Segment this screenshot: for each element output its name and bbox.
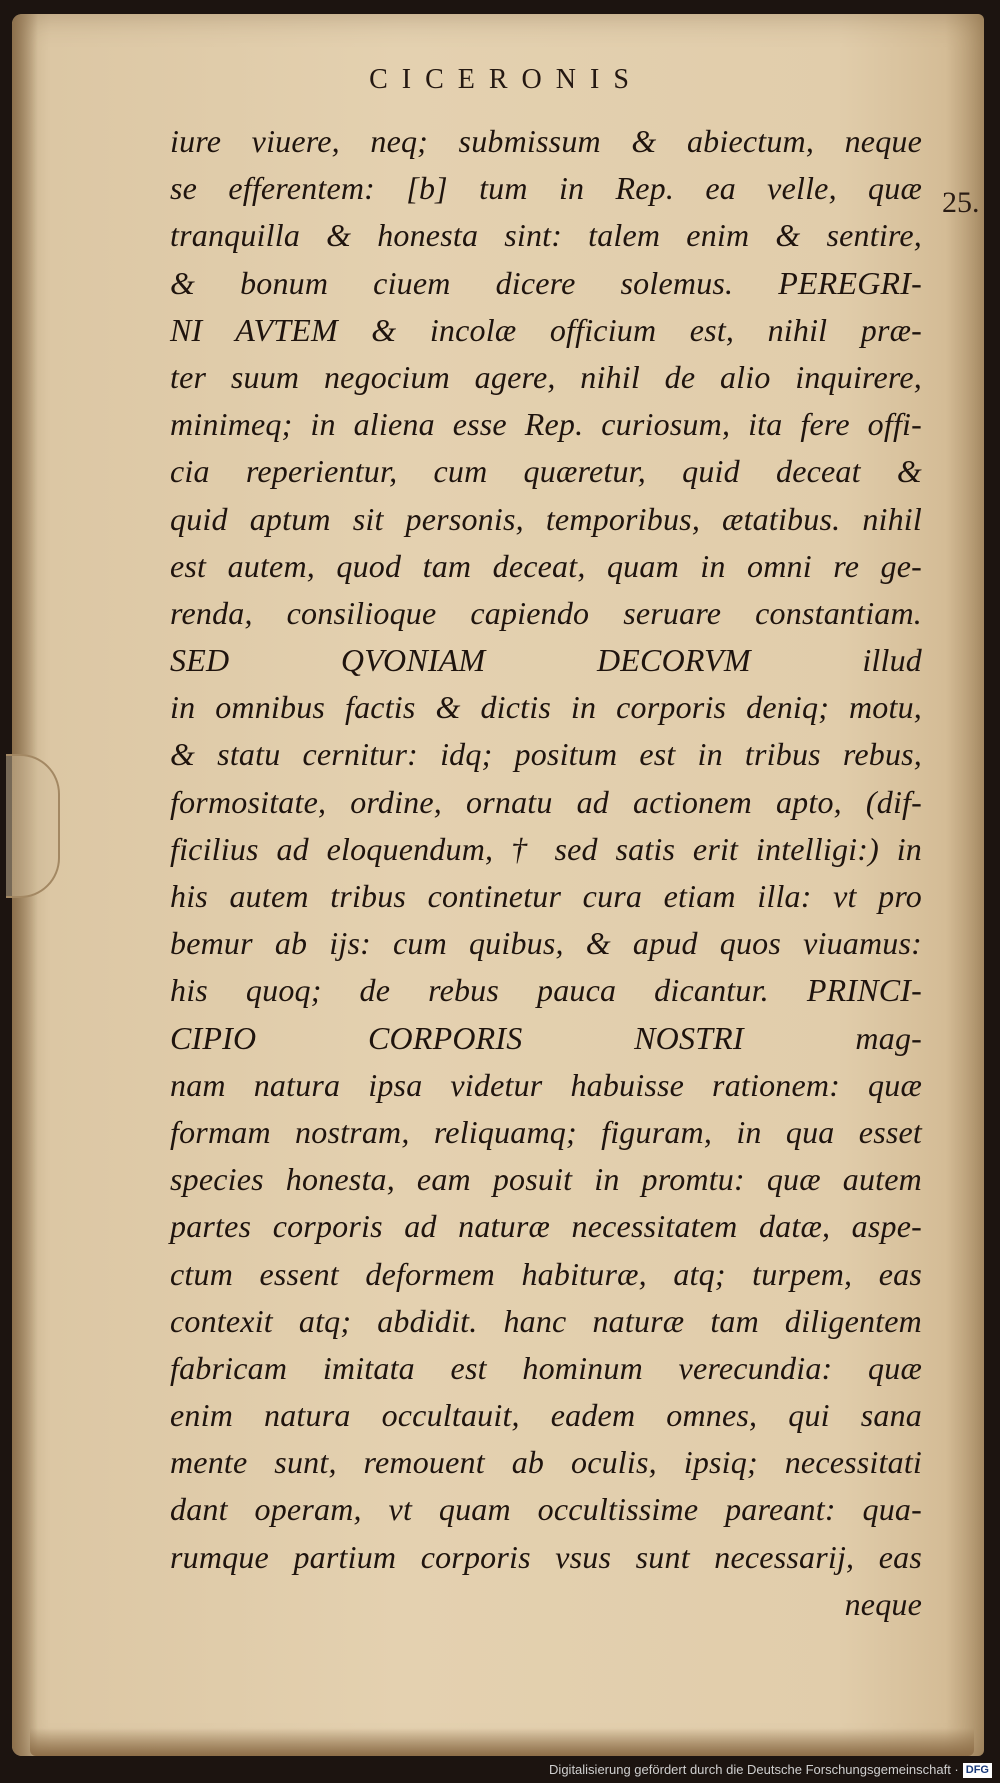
credit-text: Digitalisierung gefördert durch die Deutsche Forschungsgemeinschaft · — [549, 1762, 959, 1777]
page-bottom-edge — [30, 1728, 974, 1756]
text-line: fabricam imitata est hominum verecundia: quæ — [170, 1349, 922, 1386]
text-line: cia reperientur, cum quæretur, quid deceat & — [170, 453, 922, 490]
margin-page-number: 25. — [942, 186, 980, 219]
text-line: nam natura ipsa videtur habuisse rationem: quæ — [170, 1066, 922, 1103]
text-line: ter suum negocium agere, nihil de alio inquirere, — [170, 358, 922, 395]
dfg-logo: DFG — [963, 1763, 992, 1778]
text-line: contexit atq; abdidit. hanc naturæ tam diligentem — [170, 1302, 922, 1339]
text-line: species honesta, eam posuit in promtu: quæ autem — [170, 1161, 922, 1198]
text-line: rumque partium corporis vsus sunt necessarij, eas — [170, 1538, 922, 1575]
running-head: CICERONIS — [369, 64, 643, 95]
text-line: ctum essent deformem habituræ, atq; turpem, eas — [170, 1255, 922, 1292]
page-edge-tab — [6, 754, 60, 898]
text-line: quid aptum sit personis, temporibus, ætatibus. nihil — [170, 500, 922, 537]
digitization-credit — [549, 1759, 992, 1781]
text-line: renda, consilioque capiendo seruare constantiam. — [170, 594, 922, 631]
text-line: partes corporis ad naturæ necessitatem datæ, aspe- — [170, 1208, 922, 1245]
text-line: & statu cernitur: idq; positum est in tribus rebus, — [170, 736, 922, 773]
text-line: formositate, ordine, ornatu ad actionem apto, (dif- — [170, 783, 922, 820]
text-line: est autem, quod tam deceat, quam in omni re ge- — [170, 547, 922, 584]
text-line: mente sunt, remouent ab oculis, ipsiq; necessitati — [170, 1444, 922, 1481]
text-line: ficilius ad eloquendum, † sed satis erit intelligi:) in — [170, 830, 922, 867]
text-line: minimeq; in aliena esse Rep. curiosum, ita fere offi- — [170, 406, 922, 443]
text-line: SED QVONIAM DECORVM illud — [170, 642, 922, 679]
text-line: NI AVTEM & incolæ officium est, nihil præ- — [170, 311, 922, 348]
text-block — [170, 118, 922, 1628]
text-line: se efferentem: [b] tum in Rep. ea velle, quæ — [170, 170, 922, 207]
text-line: his autem tribus continetur cura etiam illa: vt pro — [170, 878, 922, 914]
text-line: formam nostram, reliquamq; figuram, in qua esset — [170, 1113, 922, 1150]
text-line: iure viuere, neq; submissum & abiectum, neque — [170, 123, 922, 159]
text-line: tranquilla & honesta sint: talem enim & sentire, — [170, 217, 922, 254]
text-line: CIPIO CORPORIS NOSTRI mag- — [170, 1019, 922, 1056]
text-line: bemur ab ijs: cum quibus, & apud quos viuamus: — [170, 925, 922, 962]
text-line: dant operam, vt quam occultissime pareant: qua- — [170, 1491, 922, 1528]
book-page — [12, 14, 984, 1756]
text-line: & bonum ciuem dicere solemus. PEREGRI- — [170, 264, 922, 301]
text-line: his quoq; de rebus pauca dicantur. PRINCI- — [170, 972, 922, 1009]
text-line: enim natura occultauit, eadem omnes, qui sana — [170, 1397, 922, 1434]
text-line: neque — [844, 1585, 922, 1622]
text-line: in omnibus factis & dictis in corporis deniq; motu, — [170, 689, 922, 726]
